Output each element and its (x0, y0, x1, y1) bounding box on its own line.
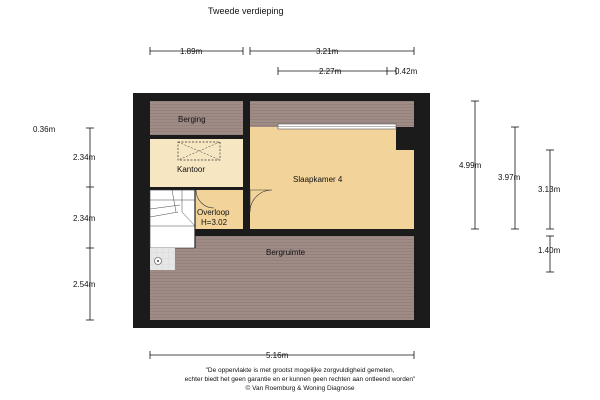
label-overloop-height: H=3.02 (201, 218, 228, 227)
plan-title: Tweede verdieping (208, 6, 284, 16)
dim-left-a: 0.36m (33, 125, 56, 134)
dim-left-b: 2.34m (73, 153, 96, 162)
dim-left-c: 2.34m (73, 214, 96, 223)
dim-right-c: 3.13m (538, 185, 561, 194)
disclaimer-line1: "De oppervlakte is met grootst mogelijke zorgvuldigheid gemeten, (205, 367, 395, 374)
disclaimer-line3: © Van Roemburg & Woning Diagnose (245, 385, 355, 392)
room-kantoor (150, 139, 243, 187)
wall-kantoor-bottom (150, 187, 243, 190)
dim-bottom: 5.16m (266, 351, 289, 360)
label-slaapkamer: Slaapkamer 4 (293, 175, 343, 184)
label-kantoor: Kantoor (177, 165, 206, 174)
dim-second-b: 0.42m (395, 67, 418, 76)
dim-right-d: 1.40m (538, 246, 561, 255)
dim-right-a: 4.99m (459, 161, 482, 170)
dim-second-a: 2.27m (319, 67, 342, 76)
sink-drain-icon (157, 260, 159, 262)
wall-slaapkamer-bottom (243, 229, 414, 236)
label-overloop: Overloop (197, 208, 230, 217)
dim-top-right: 3.21m (316, 47, 339, 56)
wall-berging-kantoor (150, 135, 243, 139)
label-berging: Berging (178, 115, 206, 124)
label-bergruimte: Bergruimte (266, 248, 306, 257)
dim-top-left: 1.89m (180, 47, 203, 56)
wall-vertical-mid (243, 101, 250, 229)
dim-left-d: 2.54m (73, 280, 96, 289)
disclaimer-line2: echter biedt het geen garantie en er kunnen geen rechten aan ontleend worden" (184, 376, 416, 383)
dim-right-b: 3.97m (498, 173, 521, 182)
tile-area (150, 248, 175, 270)
